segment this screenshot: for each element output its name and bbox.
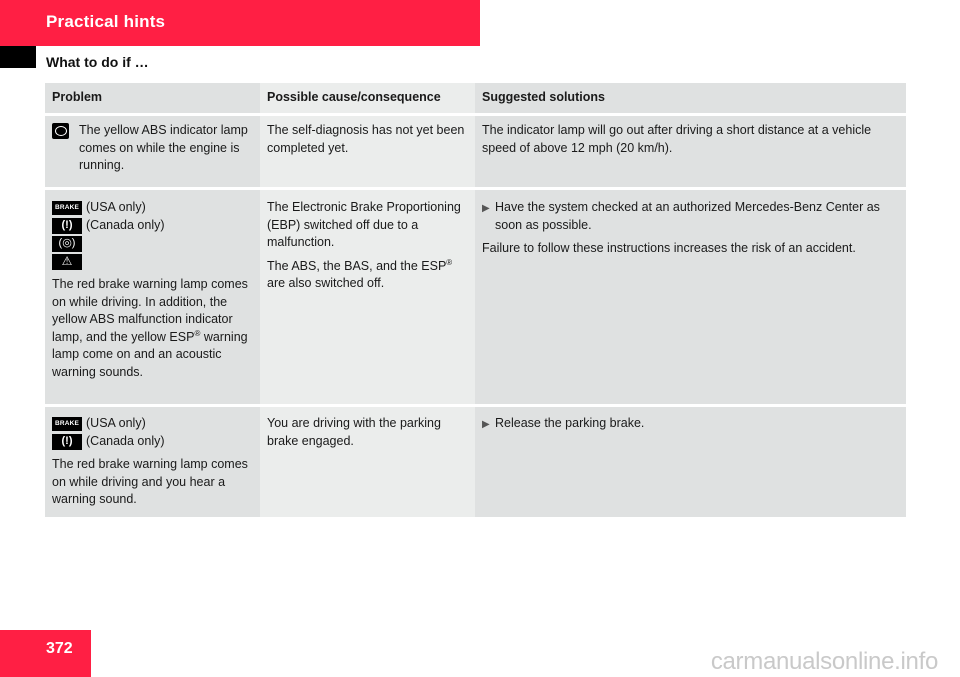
header-tab-marker [0, 46, 36, 68]
column-header-solution: Suggested solutions [475, 83, 906, 113]
table-row [45, 407, 906, 517]
arrow-right-icon: ▶ [482, 203, 490, 214]
solution-step: ▶ Release the parking brake. [482, 415, 900, 434]
section-title: Practical hints [46, 12, 166, 31]
abs-icon [52, 123, 69, 139]
cause-cell [260, 190, 475, 404]
cause-text-secondary: The ABS, the BAS, and the ESP® are also switched off. [267, 257, 453, 290]
warning-note: Failure to follow these instructions increases the risk of an accident. [482, 241, 856, 255]
troubleshooting-table [45, 83, 906, 517]
brake-circle-icon: (!) [52, 218, 82, 234]
table-row [45, 190, 906, 404]
table-row [45, 116, 906, 187]
usa-only-label: (USA only) [86, 200, 146, 214]
brake-icon: BRAKE [52, 417, 82, 431]
cause-text: You are driving with the parking brake engaged. [267, 416, 441, 448]
solution-cell [475, 116, 906, 187]
problem-cell [45, 407, 260, 517]
arrow-right-icon: ▶ [482, 419, 490, 430]
problem-cell [45, 190, 260, 404]
problem-text: The red brake warning lamp comes on while driving and you hear a warning sound. [52, 457, 248, 506]
page-subtitle: What to do if … [46, 54, 149, 70]
abs-icon: (◎) [52, 236, 82, 252]
canada-only-label: (Canada only) [86, 217, 165, 232]
brake-circle-icon: (!) [52, 434, 82, 450]
problem-cell [45, 116, 260, 187]
canada-only-label: (Canada only) [86, 433, 165, 448]
watermark: carmanualsonline.info [710, 648, 938, 675]
cause-text: The Electronic Brake Proportioning (EBP) switched off due to a malfunction. [267, 200, 461, 249]
solution-cell [475, 407, 906, 517]
usa-only-label: (USA only) [86, 416, 146, 430]
solution-text: The indicator lamp will go out after driving a short distance at a vehicle speed of above 12 mph (20 km/h). [482, 123, 872, 155]
brake-icon: BRAKE [52, 201, 82, 215]
page-number: 372 [46, 640, 73, 657]
column-header-problem: Problem [45, 83, 260, 113]
cause-cell [260, 407, 475, 517]
solution-step: ▶ Have the system checked at an authorized Mercedes-Benz Center as soon as possible. [482, 199, 900, 234]
problem-text: The red brake warning lamp comes on while driving. In addition, the yellow ABS malfunction indicator lamp, and the yellow ESP® warning lamp come on and an acoustic warning sounds. [52, 277, 248, 379]
column-header-cause: Possible cause/consequence [260, 83, 475, 113]
cause-text: The self-diagnosis has not yet been completed yet. [267, 123, 465, 155]
problem-text: The yellow ABS indicator lamp comes on while the engine is running. [79, 123, 248, 172]
solution-cell [475, 190, 906, 404]
table-header-row [45, 83, 906, 113]
cause-cell [260, 116, 475, 187]
esp-warning-icon: ⚠ [52, 254, 82, 270]
